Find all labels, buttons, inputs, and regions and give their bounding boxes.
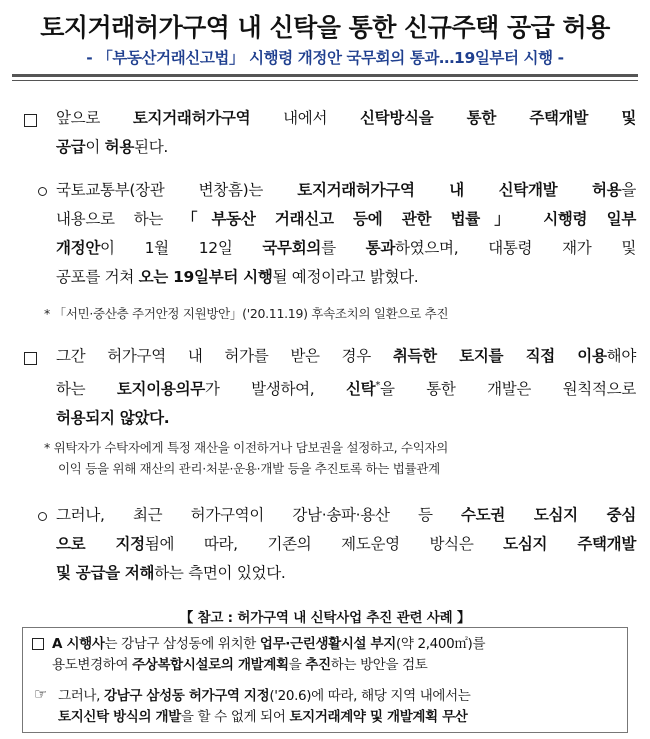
- text-bold: 토지이용의무: [116, 380, 205, 399]
- paragraph-3: [56, 342, 636, 433]
- text-bold: 토지거래허가구역 내 신탁개발 허용: [297, 181, 622, 199]
- text: 해야: [606, 347, 636, 365]
- text-bold: 추진: [305, 657, 331, 673]
- text: 하였으며, 대통령 재가 및: [395, 239, 636, 257]
- text: 을 통한 개발은 원칙적으로: [380, 380, 636, 399]
- text: 하는 측면이 있었다.: [154, 564, 286, 582]
- title-rule-thin: [12, 80, 638, 81]
- text: 하는: [56, 380, 117, 399]
- text: (약 2,400㎡)를: [395, 636, 486, 652]
- text: 내에서: [250, 109, 360, 127]
- text-bold: 및 공급을 저해: [56, 564, 155, 582]
- text: 을: [288, 657, 306, 673]
- footnote-line: 이익 등을 위해 재산의 관리·처분·운용·개발 등을 추진토록 하는 법률관계: [58, 461, 440, 476]
- paragraph-4: [56, 501, 636, 588]
- text-bold: 국무회의: [262, 239, 322, 257]
- page-subtitle: - 「부동산거래신고법」 시행령 개정안 국무회의 통과…19일부터 시행 -: [86, 49, 564, 67]
- text-bold: 토지신탁 방식의 개발: [58, 709, 181, 725]
- footnote-1: * 「서민·중산층 주거안정 지원방안」('20.11.19) 후속조치의 일환으로 추진: [44, 306, 449, 321]
- reference-line-3: [58, 686, 470, 706]
- bullet-circle-icon: [38, 187, 47, 196]
- footnote-marker: *: [375, 380, 381, 391]
- text: ('20.6)에 따라, 해당 지역 내에서는: [269, 688, 471, 704]
- text-bold: 개정안: [56, 239, 101, 257]
- footnote-2: [44, 437, 634, 479]
- text-bold: 취득한 토지를 직접 이용: [392, 347, 607, 365]
- text-bold: 강남구 삼성동 허가구역 지정: [103, 688, 270, 704]
- text: 그러나,: [58, 688, 104, 704]
- text: 를: [321, 239, 366, 257]
- paragraph-1: [56, 104, 636, 162]
- checkbox-square-icon: [24, 114, 37, 127]
- text-bold: 업무·근린생활시설 부지: [259, 636, 396, 652]
- text: 됨에 따라, 기존의 제도운영 방식은: [144, 535, 504, 553]
- text: 공포를 거쳐: [56, 268, 139, 286]
- text-bold: 으로 지정: [56, 535, 145, 553]
- page-title: 토지거래허가구역 내 신탁을 통한 신규주택 공급 허용: [40, 13, 610, 42]
- checkbox-square-icon: [32, 638, 44, 650]
- reference-line-1: [52, 634, 485, 654]
- text: 는 강남구 삼성동에 위치한: [104, 636, 260, 652]
- text-bold: 허용되지 않았다.: [56, 409, 170, 428]
- bullet-circle-icon: [38, 512, 47, 521]
- text-bold: 허용: [104, 138, 135, 156]
- reference-line-4: [58, 707, 468, 727]
- text-bold: 통과: [365, 239, 395, 257]
- checkbox-square-icon: [24, 352, 37, 365]
- text-bold: 토지거래허가구역: [132, 109, 251, 127]
- text-bold: 신탁: [345, 380, 376, 399]
- text-bold: 공급: [56, 138, 86, 156]
- footnote-line: * 위탁자가 수탁자에게 특정 재산을 이전하거나 담보권을 설정하고, 수익자의: [44, 440, 449, 455]
- text-bold: 토지거래계약 및 개발계획 무산: [289, 709, 468, 725]
- text: 그간 허가구역 내 허가를 받은 경우: [56, 347, 393, 365]
- text: 용도변경하여: [52, 657, 133, 673]
- text: 이 1월 12일: [100, 239, 263, 257]
- text: 이: [85, 138, 105, 156]
- reference-line-2: [52, 655, 428, 675]
- pointing-hand-icon: ☞: [34, 685, 48, 703]
- reference-title: 【 참고 : 허가구역 내 신탁사업 추진 관련 사례 】: [179, 610, 471, 626]
- title-rule-thick: [12, 74, 638, 77]
- text: 하는 방안을 검토: [330, 657, 428, 673]
- text-bold: 주상복합시설로의 개발계획: [132, 657, 289, 673]
- text-bold: A 시행사: [52, 636, 105, 652]
- text: 된다.: [134, 138, 169, 156]
- text-bold: 도심지 주택개발: [503, 535, 637, 553]
- text-bold: 「부동산 거래신고 등에 관한 법률」 시행령 일부: [181, 210, 636, 228]
- text: 그러나, 최근 허가구역이 강남·송파·용산 등: [56, 506, 461, 524]
- text-bold: 수도권 도심지 중심: [461, 506, 636, 524]
- text-bold: 오는 19일부터 시행: [138, 268, 273, 286]
- text: 을 할 수 없게 되어: [180, 709, 290, 725]
- text: 국토교통부(장관 변창흠)는: [56, 181, 298, 199]
- text-bold: 신탁방식을 통한 주택개발 및: [359, 109, 636, 127]
- paragraph-2: [56, 176, 636, 292]
- text: 될 예정이라고 밝혔다.: [272, 268, 419, 286]
- text: 을: [621, 181, 636, 199]
- text: 앞으로: [56, 109, 133, 127]
- text: 가 발생하여,: [204, 380, 346, 399]
- text: 내용으로 하는: [56, 210, 182, 228]
